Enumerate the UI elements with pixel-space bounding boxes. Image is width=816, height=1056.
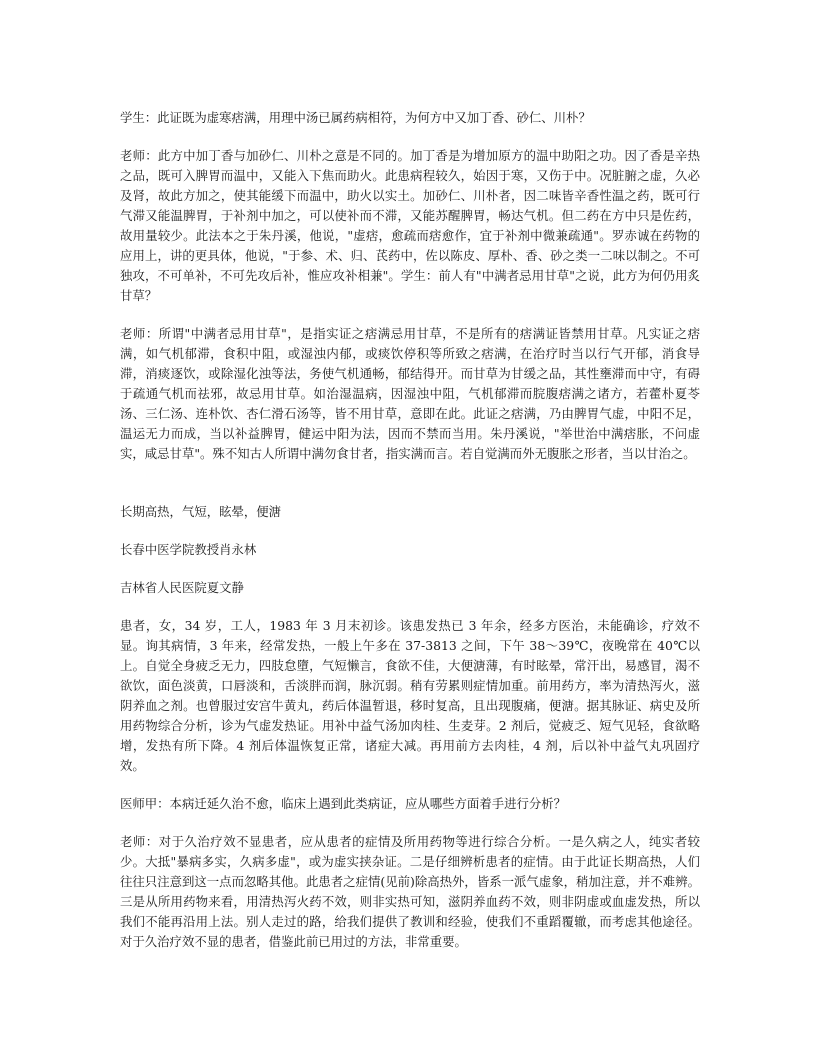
teacher-answer-paragraph-3: 老师：对于久治疗效不显患者，应从患者的症情及所用药物等进行综合分析。一是久病之人，纯实者较少。大抵"暴病多实，久病多虚"，或为虚实挟杂证。二是仔细辨析患者的症情。由于此证长期高热，人们往往只注意到这一点而忽略其他。此患者之症情(见前)除高热外，皆系一派气虚象，稍加注意，并不难辨。三是从所用药物来看，用清热泻火药不效，则非实热可知，滋阴养血药不效，则非阴虚或血虚发热，所以我们不能再沿用上法。别人走过的路，给我们提供了教训和经验，使我们不重蹈覆辙，而考虑其他途径。对于久治疗效不显的患者，借鉴此前已用过的方法，非常重要。	[120, 834, 700, 949]
case-description-paragraph: 患者，女，34 岁，工人，1983 年 3 月末初诊。该患发热已 3 年余，经多方医治，未能确诊，疗效不显。询其病情，3 年来，经常发热，一般上午多在 37-3813 之间，下午 38～39℃，夜晚常在 40℃以上。自觉全身疲乏无力，四肢怠墮，气短懒言，食欲不佳，大便溏薄，有时眩晕，常汗出，易感冒，渴不欲饮，面色淡黄，口唇淡和，舌淡胖而润，脉沉弱。稍有劳累则症情加重。前用药方，率为清热泻火，滋阴养血之剂。也曾服过安宫牛黄丸，药后体温暂退，移时复高，且出现腹痛，便溏。据其脉证、病史及所用药物综合分析，诊为气虚发热证。用补中益气汤加肉桂、生麦芽。2 剂后，觉疲乏、短气见轻，食欲略增，发热有所下降。4 剂后体温恢复正常，诸症大减。再用前方去肉桂，4 剂，后以补中益气丸巩固疗效。	[120, 618, 700, 773]
doctor-question-paragraph: 医师甲：本病迁延久治不愈，临床上遇到此类病证，应从哪些方面着手进行分析？	[120, 796, 567, 811]
case-title: 长期高热，气短，眩晕，便溏	[120, 504, 282, 519]
student-question-paragraph: 学生：此证既为虚寒痞满，用理中汤已属药病相符，为何方中又加丁香、砂仁、川朴？	[120, 110, 591, 125]
teacher-answer-paragraph-2: 老师：所谓"中满者忌用甘草"，是指实证之痞满忌用甘草，不是所有的痞满证皆禁用甘草。凡实证之痞满，如气机郁滞，食积中阻，或湿浊内郁，或痰饮停积等所致之痞满，在治疗时当以行气开郁，消食导滞，消痰逐饮，或除湿化浊等法，务使气机通畅，郁结得开。而甘草为甘缓之品，其性壅滞而中守，有碍于疏通气机而祛邪，故忌用甘草。如治湿温病，因湿浊中阻，气机郁滞而脘腹痞满之诸方，若藿朴夏苓汤、三仁汤、连朴饮、杏仁滑石汤等，皆不用甘草，意即在此。此证之痞满，乃由脾胃气虚，中阳不足，温运无力而成，当以补益脾胃，健运中阳为法，因而不禁而当用。朱丹溪说，"举世治中满痞胀，不问虚实，咸忌甘草"。殊不知古人所谓中满勿食甘者，指实满而言。若自觉满而外无腹胀之形者，当以甘治之。	[120, 326, 700, 461]
author-line-2: 吉林省人民医院夏文静	[120, 580, 244, 595]
document-page	[120, 108, 700, 970]
section-spacer	[120, 482, 700, 502]
teacher-answer-paragraph-1: 老师：此方中加丁香与加砂仁、川朴之意是不同的。加丁香是为增加原方的温中助阳之功。因了香是辛热之品，既可入脾胃而温中，又能入下焦而助火。此患病程较久，始因于寒，又伤于中。况脏腑之虚，久必及肾，故此方加之，使其能缓下而温中，助火以实土。加砂仁、川朴者，因二味皆辛香性温之药，既可行气滞又能温脾胃，于补剂中加之，可以使补而不滞，又能苏醒脾胃，畅达气机。但二药在方中只是佐药，故用量较少。此法本之于朱丹溪，他说，"虚痞，愈疏而痞愈作，宜于补剂中微兼疏通"。罗赤诚在药物的应用上，讲的更具体，他说，"于参、术、归、芪药中，佐以陈皮、厚朴、香、砂之类一二味以制之。不可独攻，不可单补，不可先攻后补，惟应攻补相兼"。学生：前人有"中满者忌用甘草"之说，此方为何仍用炙甘草？	[120, 148, 700, 303]
author-line-1: 长春中医学院教授肖永林	[120, 542, 257, 557]
